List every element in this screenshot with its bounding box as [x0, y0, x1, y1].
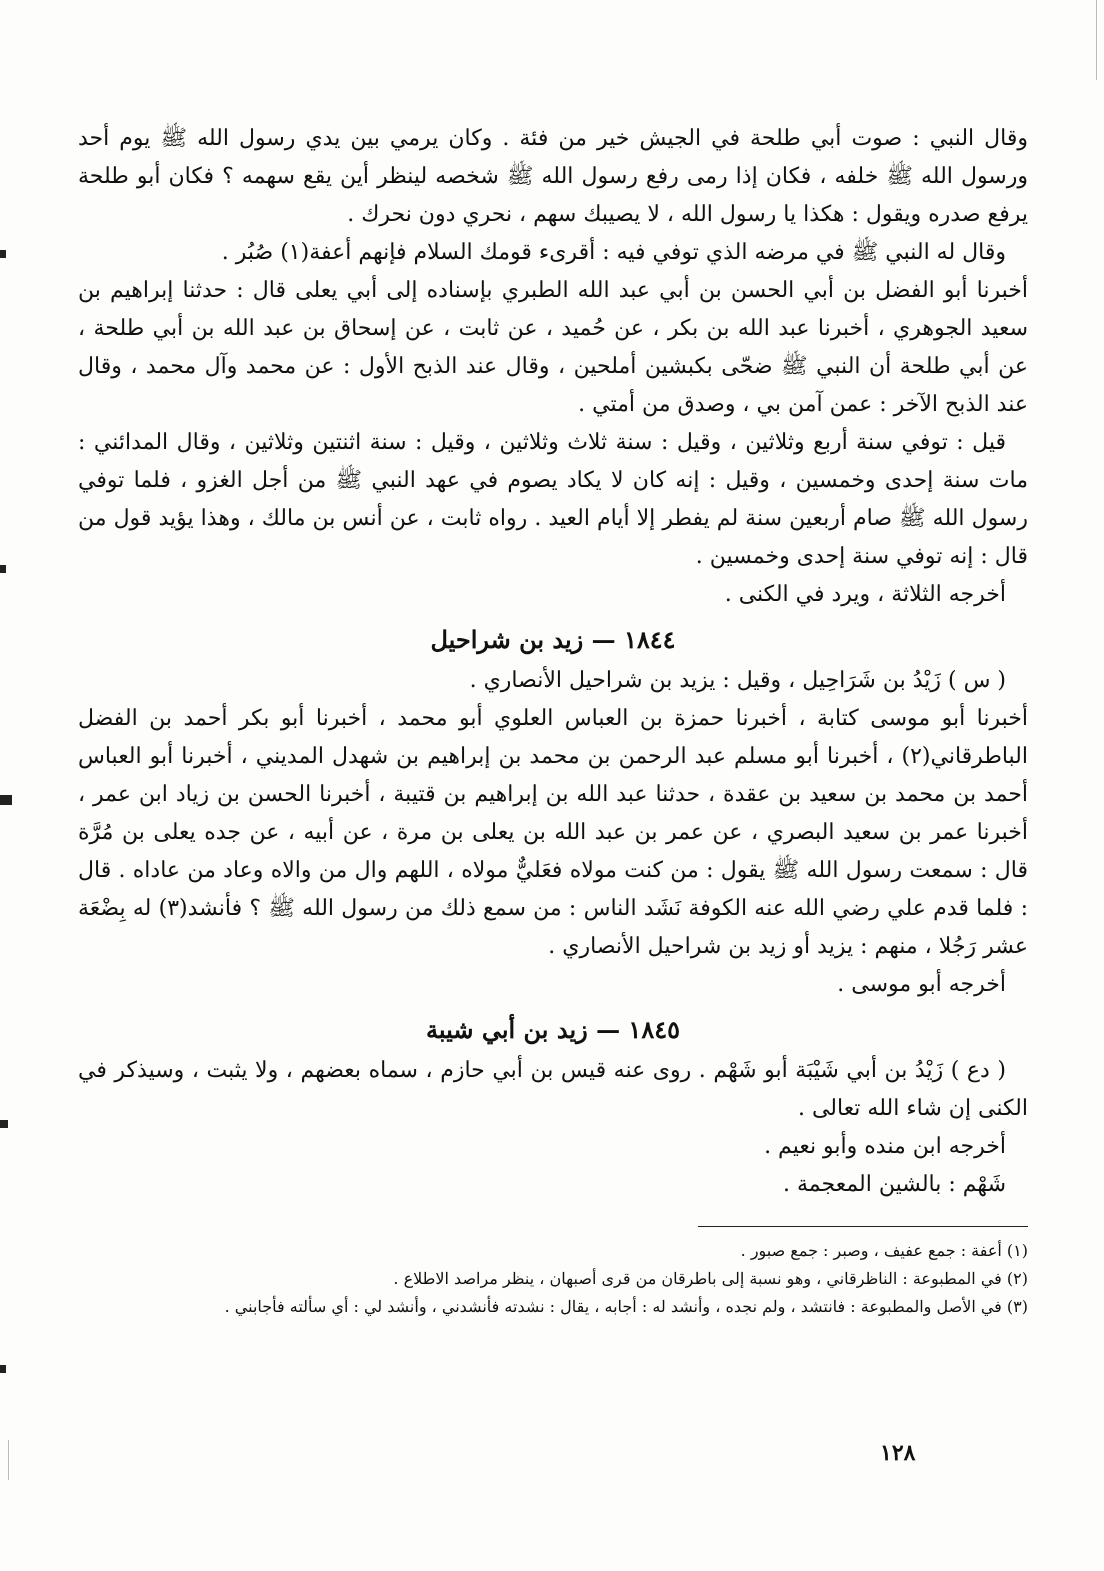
- entry-heading-1845: ١٨٤٥ — زيد بن أبي شيبة: [426, 1015, 680, 1044]
- scan-mark: [0, 250, 6, 258]
- page-number: ١٢٨: [880, 1440, 916, 1466]
- scan-mark: [0, 1365, 6, 1373]
- paragraph-death-date: قيل : توفي سنة أربع وثلاثين ، وقيل : سنة ثلاث وثلاثين ، وقيل : سنة اثنتين وثلاثين ، وقال المدائني : مات سنة إحدى وخمسين ، وقيل : إنه كان لا يكاد يصوم في عهد النبي ﷺ من أجل الغزو ، فلما توفي رسول الله ﷺ صام أربعين سنة لم يفطر إلا أيام العيد . رواه ثابت ، عن أنس بن مالك ، وهذا يؤيد قول من قال : إنه توفي سنة إحدى وخمسين .: [78, 430, 1028, 569]
- paragraph-sacrifice-hadith: أخبرنا أبو الفضل بن أبي الحسن بن أبي عبد الله الطبري بإسناده إلى أبي يعلى قال : حدثنا إبراهيم بن سعيد الجوهري ، أخبرنا عبد الله بن بكر ، عن حُميد ، عن ثابت ، عن إسحاق بن عبد الله بن أبي طلحة ، عن أبي طلحة أن النبي ﷺ ضحّى بكبشين أملحين ، وقال عند الذبح الأول : عن محمد وآل محمد ، وقال عند الذبح الآخر : عمن آمن بي ، وصدق من أمتي .: [78, 278, 1028, 417]
- footnote-divider: [698, 1226, 1028, 1227]
- paragraph-final-illness: وقال له النبي ﷺ في مرضه الذي توفي فيه : أقرىء قومك السلام فإنهم أعفة(١) صُبُر .: [221, 240, 1006, 265]
- entry-1844-takhrij: أخرجه أبو موسى .: [837, 972, 1006, 997]
- scan-mark: [0, 565, 6, 573]
- entry-1845-intro: ( دع ) زَيْدُ بن أبي شَيْبَة أبو شَهْم . روى عنه قيس بن أبي حازم ، سماه بعضهم ، ولا يثبت ، وسيذكر في الكنى إن شاء الله تعالى .: [78, 1058, 1028, 1121]
- entry-heading-1844: ١٨٤٤ — زيد بن شراحيل: [430, 625, 676, 654]
- footnote-2: (٢) في المطبوعة : الناظرقاني ، وهو نسبة إلى باطرقان من قرى أصبهان ، ينظر مراصد الاطلاع .: [393, 1269, 1028, 1288]
- entry-1845-takhrij: أخرجه ابن منده وأبو نعيم .: [764, 1134, 1006, 1159]
- scan-mark: [0, 795, 12, 805]
- footnote-1: (١) أعفة : جمع عفيف ، وصبر : جمع صبور .: [740, 1241, 1028, 1260]
- scan-edge-line: [1096, 0, 1097, 80]
- entry-1844-isnad: أخبرنا أبو موسى كتابة ، أخبرنا حمزة بن العباس العلوي أبو محمد ، أخبرنا أبو بكر أحمد بن الفضل الباطرقاني(٢) ، أخبرنا أبو مسلم عبد الرحمن بن محمد بن إبراهيم بن شهدل المديني ، أخبرنا أبو العباس أحمد بن محمد بن سعيد بن عقدة ، حدثنا عبد الله بن إبراهيم بن قتيبة ، أخبرنا الحسن بن زياد ابن عمر ، أخبرنا عمر بن سعيد البصري ، عن عمر بن عبد الله بن يعلى بن مرة ، عن أبيه ، عن جده يعلى بن مُرَّة قال : سمعت رسول الله ﷺ يقول : من كنت مولاه فعَليٌّ مولاه ، اللهم وال من والاه وعاد من عاداه . قال : فلما قدم علي رضي الله عنه الكوفة نَشَد الناس : من سمع ذلك من رسول الله ﷺ ؟ فأنشد(٣) له بِضْعَة عشر رَجُلا ، منهم : يزيد أو زيد بن شراحيل الأنصاري .: [78, 706, 1029, 959]
- scan-edge-line: [8, 1440, 9, 1480]
- paragraph-takhrij: أخرجه الثلاثة ، ويرد في الكنى .: [724, 582, 1006, 607]
- scan-mark: [0, 1120, 8, 1128]
- page-body: [78, 120, 1028, 1321]
- entry-1845-note: شَهْم : بالشين المعجمة .: [783, 1172, 1006, 1197]
- footnote-3: (٣) في الأصل والمطبوعة : فانتشد ، ولم نجده ، وأنشد له : أجابه ، يقال : نشدته فأنشدني ، وأنشد لي : أي سألته فأجابني .: [224, 1297, 1028, 1316]
- paragraph-abu-talha-voice: وقال النبي : صوت أبي طلحة في الجيش خير من فئة . وكان يرمي بين يدي رسول الله ﷺ يوم أحد ورسول الله ﷺ خلفه ، فكان إذا رمى رفع رسول الله ﷺ شخصه لينظر أين يقع سهمه ؟ فكان أبو طلحة يرفع صدره ويقول : هكذا يا رسول الله ، لا يصيبك سهم ، نحري دون نحرك .: [78, 126, 1028, 227]
- entry-1844-intro: ( س ) زَيْدُ بن شَرَاحِيل ، وقيل : يزيد بن شراحيل الأنصاري .: [469, 668, 1006, 693]
